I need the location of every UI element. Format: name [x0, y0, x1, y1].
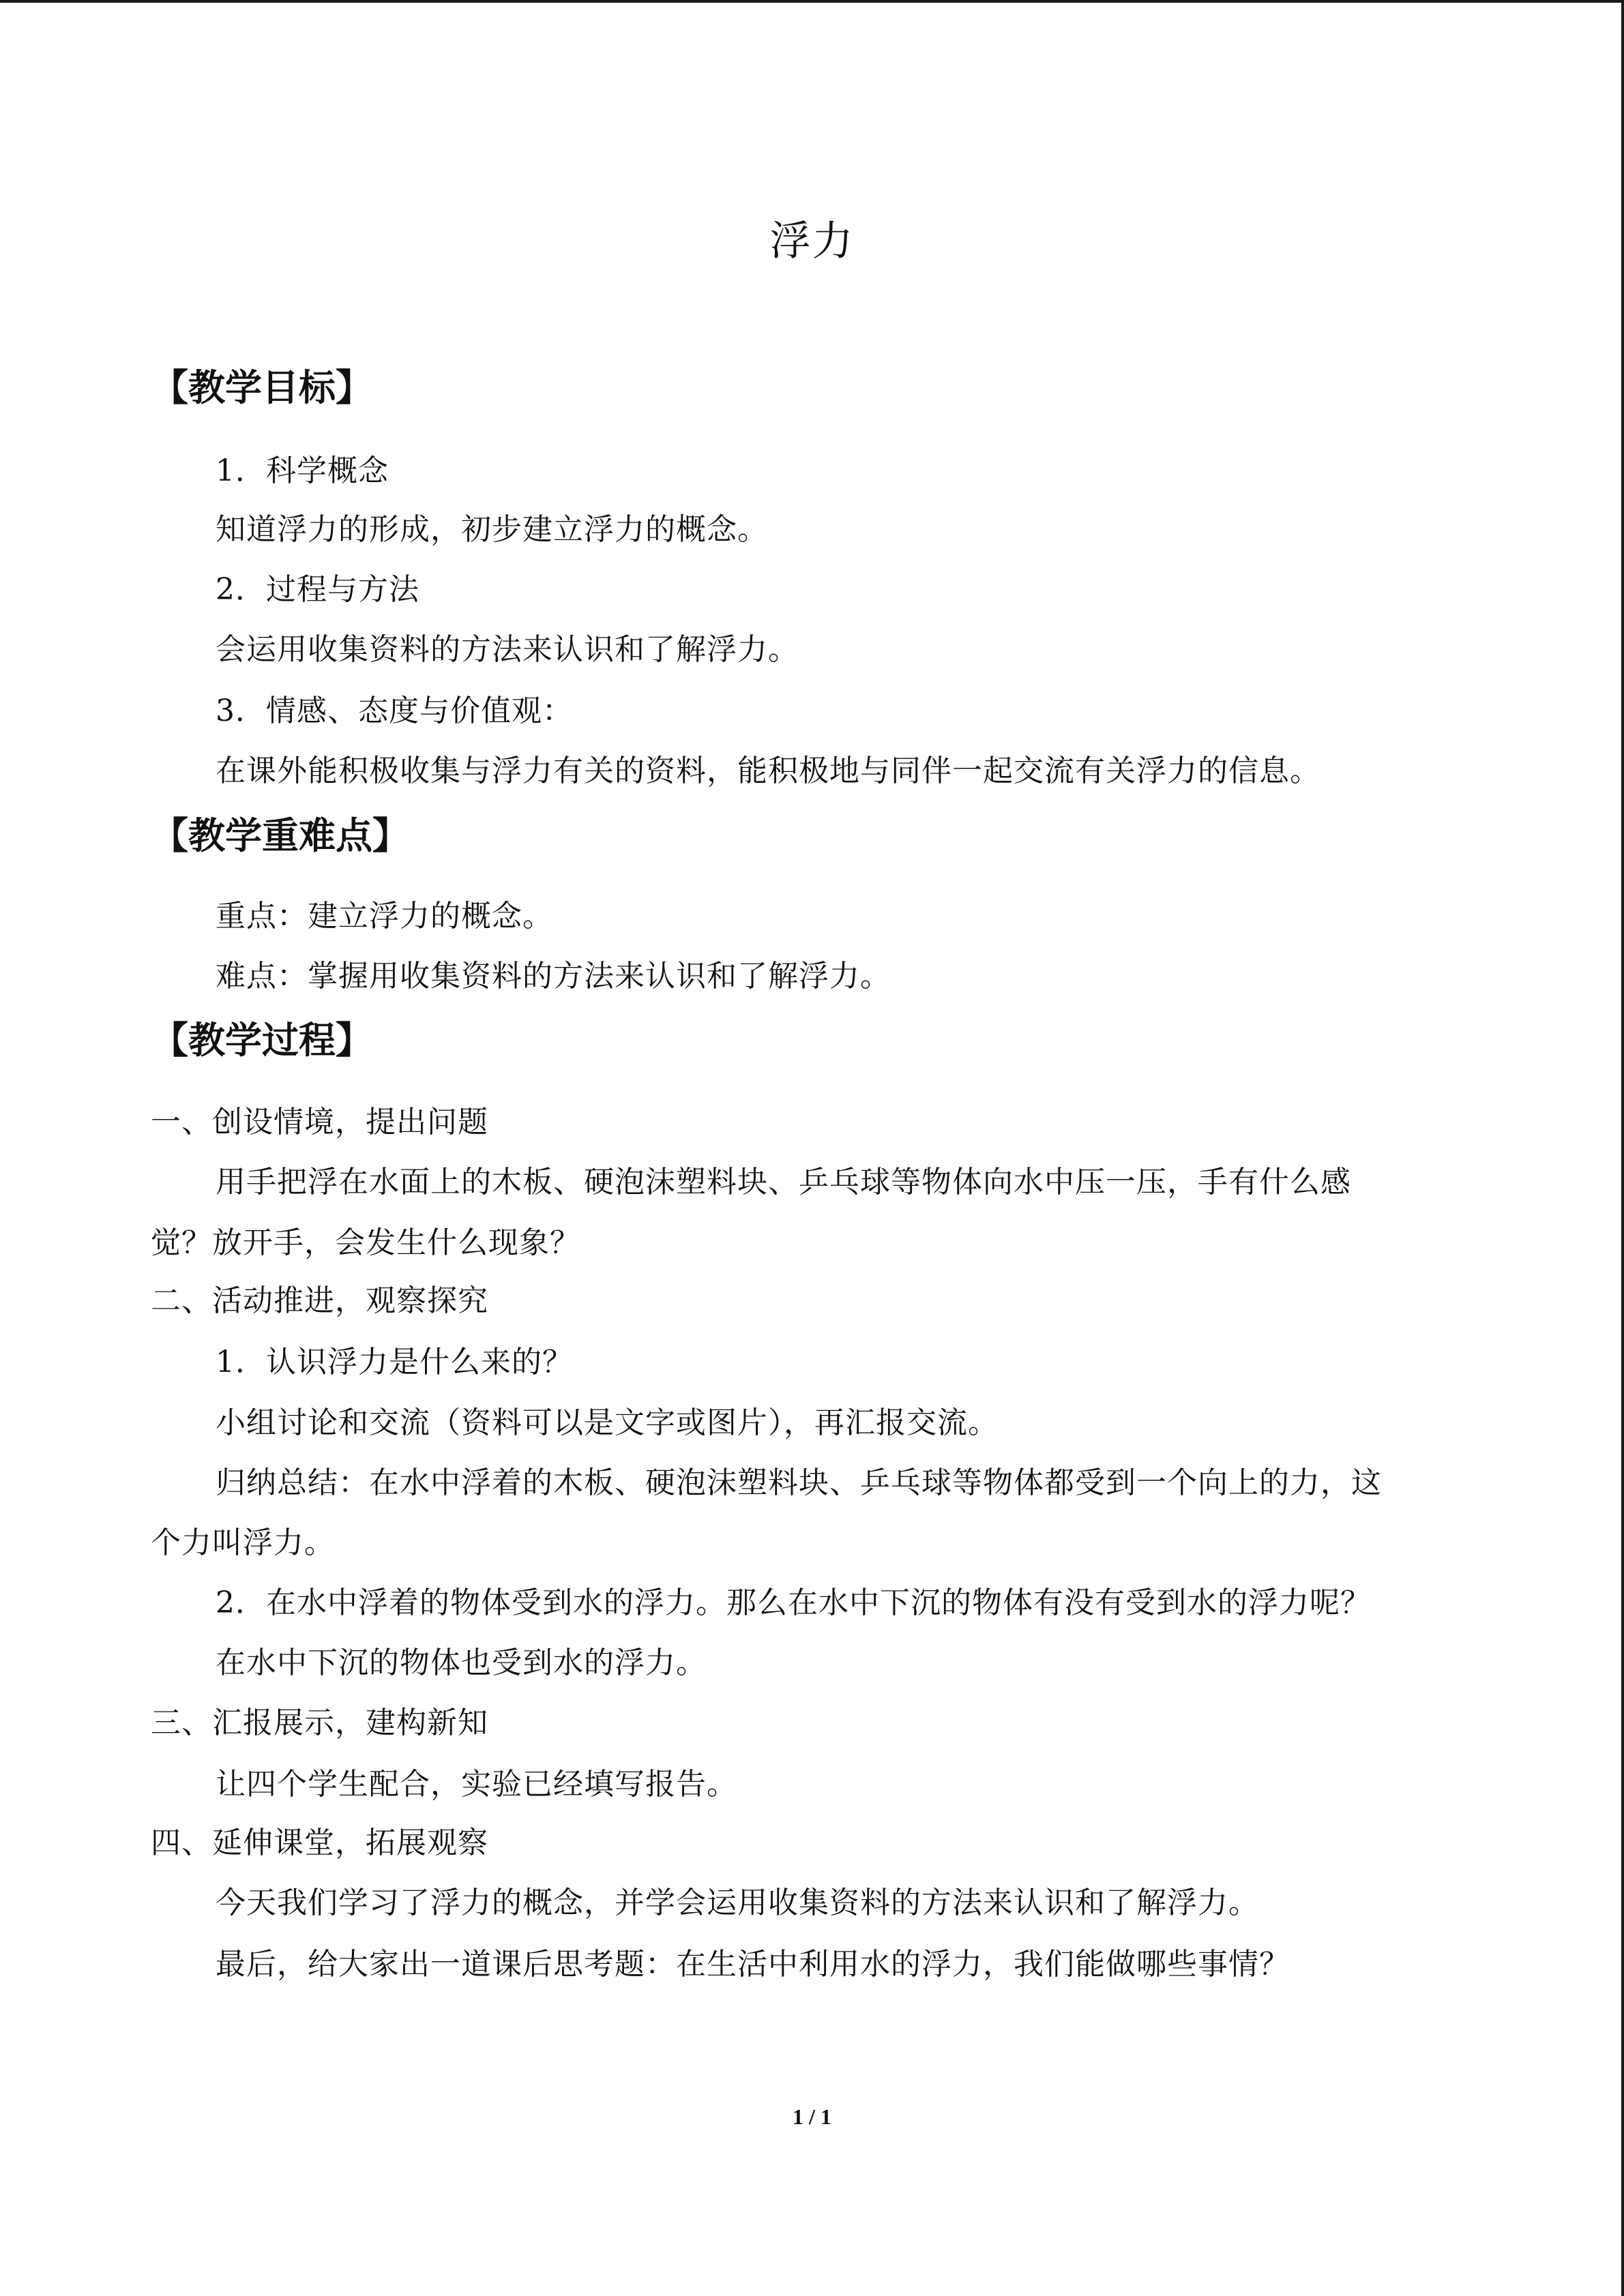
section-heading-objectives: 【教学目标】 — [151, 366, 372, 409]
process-step-2-sub-2-text: 在水中下沉的物体也受到水的浮力。 — [216, 1645, 707, 1680]
process-step-1-title: 一、创设情境，提出问题 — [151, 1105, 488, 1139]
process-step-1-text: 用手把浮在水面上的木板、硬泡沫塑料块、乒乓球等物体向水中压一压，手有什么感 — [216, 1165, 1351, 1199]
section-heading-key-points: 【教学重难点】 — [151, 814, 409, 857]
key-point-difficulty: 难点：掌握用收集资料的方法来认识和了解浮力。 — [216, 959, 891, 994]
objective-1-label: 1．科学概念 — [216, 453, 389, 488]
page-number: 1 / 1 — [793, 2104, 831, 2129]
process-step-1-text-cont: 觉？放开手，会发生什么现象？ — [151, 1225, 580, 1260]
process-step-2-sub-1: 1．认识浮力是什么来的？ — [216, 1345, 573, 1380]
process-step-4-title: 四、延伸课堂，拓展观察 — [151, 1825, 488, 1860]
section-heading-process: 【教学过程】 — [151, 1019, 372, 1062]
process-step-4-text-1: 今天我们学习了浮力的概念，并学会运用收集资料的方法来认识和了解浮力。 — [216, 1885, 1259, 1920]
objective-2-label: 2．过程与方法 — [216, 572, 419, 607]
process-step-2-summary-cont: 个力叫浮力。 — [151, 1525, 335, 1560]
objective-2-text: 会运用收集资料的方法来认识和了解浮力。 — [216, 632, 799, 667]
process-step-2-sub-1-text: 小组讨论和交流（资料可以是文字或图片），再汇报交流。 — [216, 1405, 999, 1440]
process-step-4-text-2: 最后，给大家出一道课后思考题：在生活中利用水的浮力，我们能做哪些事情？ — [216, 1947, 1290, 1982]
process-step-3-text: 让四个学生配合，实验已经填写报告。 — [216, 1767, 737, 1802]
objective-3-label: 3．情感、态度与价值观： — [216, 694, 573, 728]
objective-1-text: 知道浮力的形成，初步建立浮力的概念。 — [216, 512, 768, 547]
process-step-2-sub-2: 2．在水中浮着的物体受到水的浮力。那么在水中下沉的物体有没有受到水的浮力呢？ — [216, 1585, 1371, 1620]
objective-3-text: 在课外能积极收集与浮力有关的资料，能积极地与同伴一起交流有关浮力的信息。 — [216, 754, 1320, 788]
page-title: 浮力 — [769, 218, 855, 265]
key-point-focus: 重点：建立浮力的概念。 — [216, 899, 553, 934]
process-step-3-title: 三、汇报展示，建构新知 — [151, 1705, 488, 1740]
process-step-2-summary: 归纳总结：在水中浮着的木板、硬泡沫塑料块、乒乓球等物体都受到一个向上的力，这 — [216, 1465, 1382, 1500]
process-step-2-title: 二、活动推进，观察探究 — [151, 1283, 488, 1318]
